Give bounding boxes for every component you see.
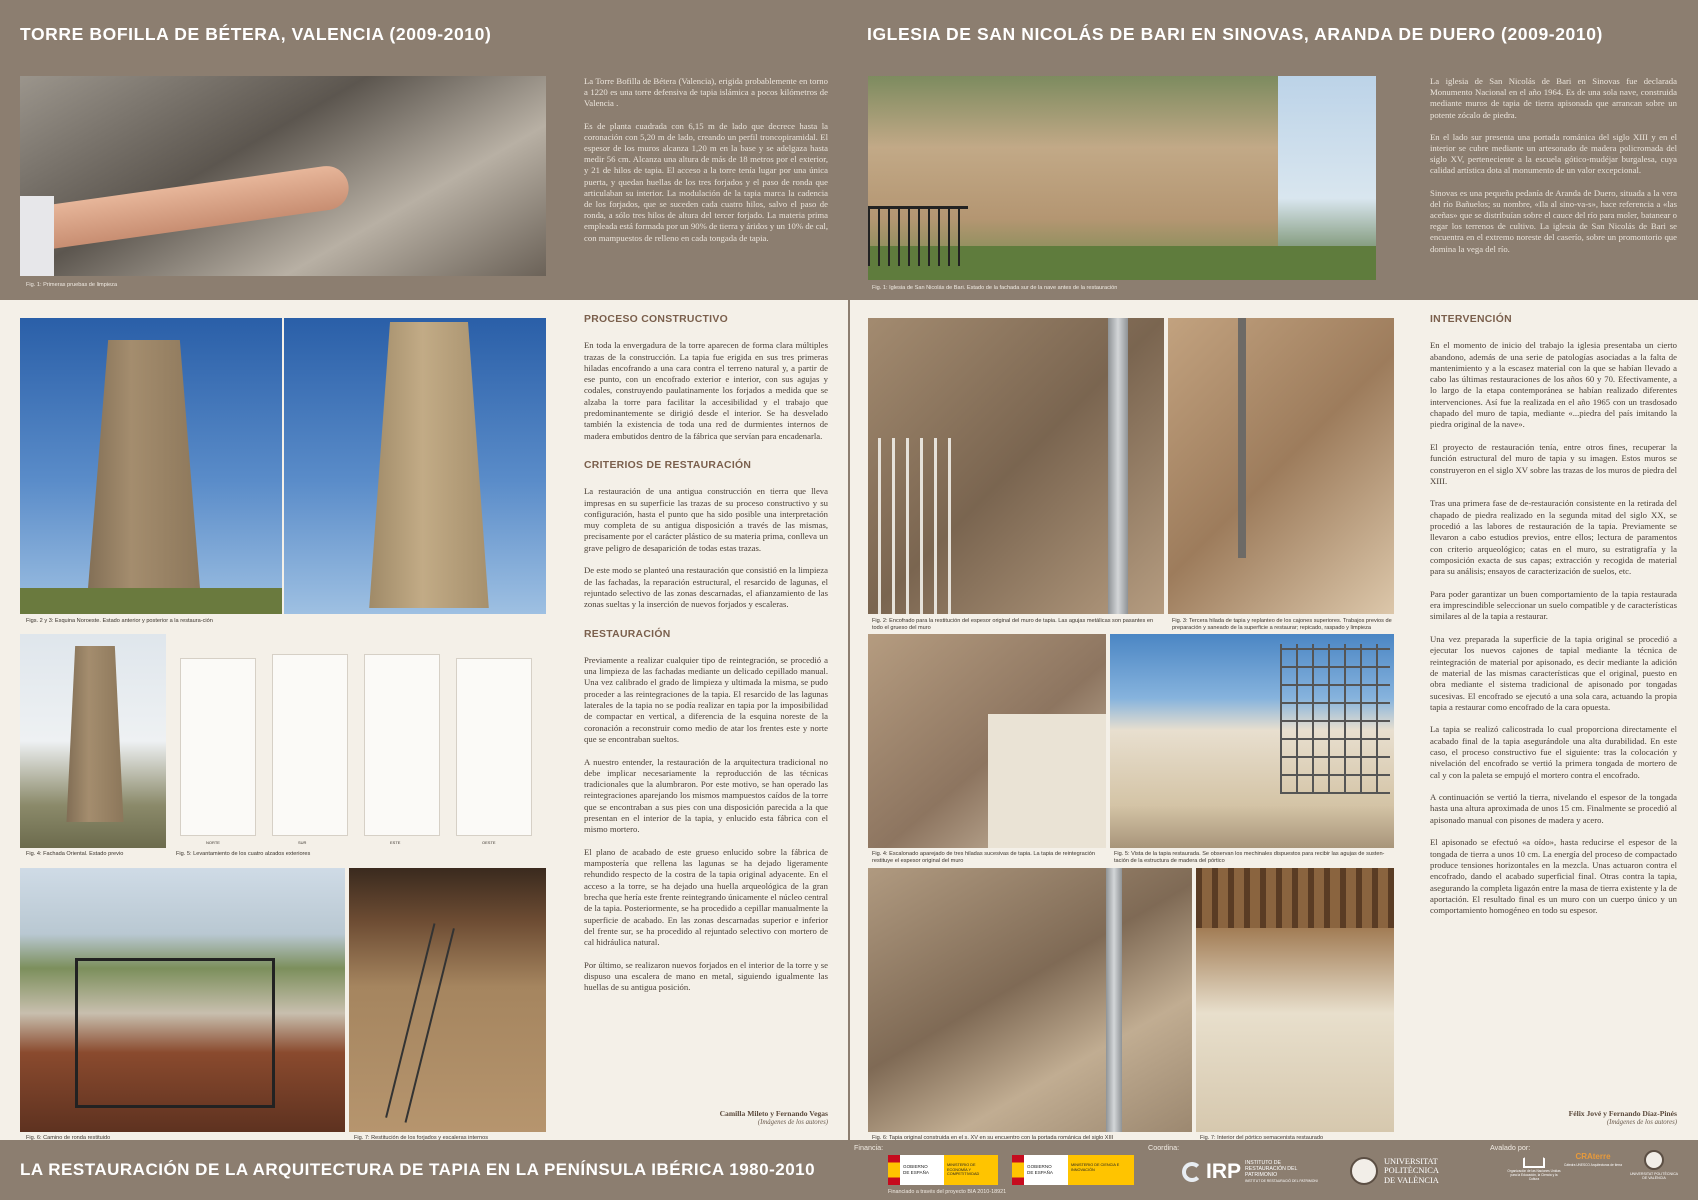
- gobierno-ciencia-logo: [1012, 1155, 1134, 1185]
- footer-title: LA RESTAURACIÓN DE LA ARQUITECTURA DE TAPIA EN LA PENÍNSULA IBÉRICA 1980-2010: [20, 1160, 816, 1179]
- irp-line1: INSTITUTO DE: [1245, 1160, 1281, 1166]
- left-signature-sub: (Imágenes de los autores): [757, 1119, 828, 1126]
- right-intro: [1430, 76, 1677, 266]
- hand-shape: [20, 163, 351, 252]
- spain-flag-icon: [1012, 1155, 1024, 1185]
- gobierno-economia-logo: [888, 1155, 998, 1185]
- right-signature-block: [1430, 1109, 1677, 1126]
- intervencion-para-4: Para poder garantizar un buen comportamiento de la tapia restaurada era imprescindible seleccionar un suelo compatible y de características similares al de la tapia a restaurar.: [1430, 588, 1677, 622]
- spain-flag-icon: [888, 1155, 900, 1185]
- left-intro-para-1: La Torre Bofilla de Bétera (Valencia), erigida probablemente en torno a 1220 es una torre defensiva de tapia islámica a pocos kilómetros de Valencia .: [584, 76, 828, 109]
- fig4-caption: Fig. 4: Fachada Oriental. Estado previo: [26, 851, 124, 857]
- elevation-north: [180, 658, 256, 836]
- wooden-ceiling: [1196, 868, 1394, 928]
- right-intro-para-2: En el lado sur presenta una portada románica del siglo XIII y en el interior se cubre mediante un artesonado de madera policromada del siglo XV, perteneciente a la escuela gótico-mudéjar burgalesa, cuya calidad artística dota al monumento de un valor excepcional.: [1430, 131, 1677, 176]
- irp-line3: PATRIMONIO: [1245, 1172, 1278, 1178]
- left-intro-para-2: Es de planta cuadrada con 6,15 m de lado que decrece hasta la coronación con 5,20 m de lado, creando un perfil troncopiramidal. El espesor de los muros alcanza 1,20 m en la base y se adelgaza hasta medir 56 cm. Alcanza una altura de más de 18 metros por el exterior, y 21 de hilos de tapia. El acceso a la torre tenía lugar por una única puerta, y quedan huellas de los tres forjados y el paso de ronda que articulaban su interior. La modulación de la tapia marca la cadencia de los forjados, que se suceden cada cuatro hilos, salvo el paso de ronda, a sólo tres hilos de altura del tercer forjado. La materia prima empleada está formada por un 90% de tierra y áridos y un 10% de cal, con mampuestos de relleno en cada tongada de tapia.: [584, 120, 828, 243]
- metal-pole: [1106, 868, 1122, 1132]
- proceso-para-1: En toda la envergadura de la torre aparecen de forma clara múltiples trazas de la construcción. La tapia fue erigida en sus tres primeras hiladas encofrando a una cara contra el terreno natural y, a partir de ese punto, con un encofrado exterior e interior, con sus agujas y codales, construyendo paulatinamente los forjados a medida que se alzaba la torre para facilitar la accesibilidad y el trabajo que predominantemente se dirigió desde el interior. Se ha desvelado también la existencia de toda una red de durmientes internos de madera embutidos dentro de la fábrica que servían para encadenarla.: [584, 340, 828, 441]
- left-body-text: [584, 314, 828, 1005]
- right-section-title: IGLESIA DE SAN NICOLÁS DE BARI EN SINOVAS, ARANDA DE DUERO (2009-2010): [867, 24, 1603, 44]
- upv-small-logo: [1628, 1150, 1680, 1194]
- elevation-drawings: [176, 640, 546, 845]
- fig2-right-caption: Fig. 2: Encofrado para la restitución del espesor original del muro de tapia. Las agujas metálicas son pasantes en todo el grueso del muro: [872, 618, 1154, 631]
- left-signature-block: [584, 1109, 828, 1126]
- photo-portico-interior: [1196, 868, 1394, 1132]
- tower-shape: [80, 340, 208, 608]
- photo-tower-before: [20, 318, 282, 614]
- upv-line2: POLITÈCNICA: [1384, 1166, 1439, 1176]
- scaffolding: [1280, 644, 1390, 794]
- fig7-right-caption: Fig. 7: Interior del pórtico semacenista restaurado: [1200, 1135, 1324, 1141]
- photo-restored-wall: [1110, 634, 1394, 848]
- irp-line2: RESTAURACIÓN DEL: [1245, 1166, 1298, 1172]
- irp-sub: INSTITUT DE RESTAURACIÓ DEL PATRIMONI: [1245, 1179, 1318, 1183]
- iron-fence: [868, 206, 968, 266]
- photo-church-south-facade: [868, 76, 1376, 280]
- craterre-logo: [1562, 1152, 1624, 1192]
- fig7-caption: Fig. 7: Restitución de los forjados y escaleras internos: [354, 1135, 489, 1141]
- elevation-west: [456, 658, 532, 836]
- gob2-line1: GOBIERNO: [1027, 1164, 1052, 1169]
- unesco-temple-icon: [1523, 1152, 1545, 1168]
- upv-small-text: UNIVERSITAT POLITÈCNICA DE VALÈNCIA: [1629, 1172, 1679, 1181]
- heading-proceso-constructivo: PROCESO CONSTRUCTIVO: [584, 314, 728, 325]
- photo-wall-walk: [20, 868, 345, 1132]
- photo-third-course: [1168, 318, 1394, 614]
- gob2-line2: DE ESPAÑA: [1027, 1169, 1053, 1175]
- restauracion-para-1: Previamente a realizar cualquier tipo de reintegración, se procedió a una limpieza de las fachadas mediante un delicado cepillado manual. Una vez calibrado el grado de limpieza y ultimada la misma, se pudo proceder a las reintegraciones de la tapia. El resarcido de las lagunas laterales de la tapia no se podía realizar en tapia por la imposibilidad de compactar en vertical, a diferencia de la esquina noreste de la coronación a reconstruir como medio de atar los frentes este y norte que se encontraban sueltos.: [584, 654, 828, 744]
- craterre-text: Cátedra UNESCO Arquitecturas de tierra: [1564, 1163, 1622, 1167]
- upv-line3: DE VALÈNCIA: [1384, 1175, 1439, 1185]
- fig1-left-caption: Fig. 1: Primeras pruebas de limpieza: [26, 282, 118, 288]
- right-signature-sub: (Imágenes de los autores): [1606, 1119, 1677, 1126]
- upv-small-seal-icon: [1644, 1150, 1664, 1170]
- elevation-label-north: NORTE: [206, 840, 220, 845]
- criterios-para-1: La restauración de una antigua construcción en tierra que lleva impresas en su superficie las trazas de su proceso constructivo y su configuración, hasta el punto que ha sido posible una interpretación muy completa de su antigua disposición a través de las mismas, precisamente por el carácter plástico de su materia prima, conlleva un grave peligro de desaparición de todas estas trazas.: [584, 486, 828, 553]
- photo-stepped-courses: [868, 634, 1106, 848]
- irp-swirl-icon: [1182, 1162, 1202, 1182]
- fig3-right-caption: Fig. 3: Tercera hilada de tapia y replanteo de los cajones superiores. Trabajos previos de preparación y saneado de la superficie a restaurar; repicado, raspado y limpieza: [1172, 618, 1392, 631]
- irp-logo: [1182, 1155, 1322, 1189]
- photo-tower-after: [284, 318, 546, 614]
- fig1-right-caption: Fig. 1: Iglesia de San Nicolás de Bari. Estado de la fachada sur de la nave antes de la restauración: [872, 285, 1118, 291]
- restauracion-para-3: El plano de acabado de este grueso enlucido sobre la fábrica de mampostería que rellena las lagunas se ha dejado ligeramente rehundido respecto de la costra de la tapia original adyacente. En el acceso a la torre, se ha dejado una huella arqueológica de la gran brecha que hería este frente reintegrando únicamente el núcleo central de la tapia. Posteriormente, se ha procedido a cepillar manualmente la superficie de acabado. En las zonas descarnadas superior e inferior del frente sur, se ha procedido al rejuntado selectivo con mortero de cal hidráulica natural.: [584, 846, 828, 948]
- right-intro-para-3: Sinovas es una pequeña pedanía de Aranda de Duero, situada a la vera del río Bañuelos; su nombre, «Ila al sino-va-s», hace referencia a «las aceñas» que se distribuían sobre el cauce del río para moler, batanear o regar los terrenos de cultivo. La iglesia de San Nicolás de Bari se encuentra en el extremo noreste del caserío, sobre un promontorio que domina la vega del río.: [1430, 187, 1677, 254]
- left-section-title: TORRE BOFILLA DE BÉTERA, VALENCIA (2009-2010): [20, 24, 492, 44]
- gob1-line2: DE ESPAÑA: [903, 1169, 929, 1175]
- unesco-text: Organización de las Naciones Unidas para la Educación, la Ciencia y la Cultura: [1507, 1169, 1561, 1181]
- left-intro: [584, 76, 828, 255]
- tower-shape: [64, 646, 126, 822]
- gob1-ministry: MINISTERIO DE ECONOMÍA Y COMPETITIVIDAD: [944, 1155, 998, 1185]
- unesco-logo: [1506, 1152, 1562, 1192]
- fig5-caption: Fig. 5: Levantamiento de los cuatro alzados exteriores: [176, 851, 311, 857]
- gob1-line1: GOBIERNO: [903, 1164, 928, 1169]
- left-signature: Camilla Mileto y Fernando Vegas: [719, 1109, 828, 1118]
- photo-formwork: [868, 318, 1164, 614]
- metal-railing: [75, 958, 275, 1108]
- fig5-right-caption: Fig. 5: Vista de la tapia restaurada. Se observan los mechinales dispuestos para recibir las agujas de susten-tación de la estructura de madera del pórtico: [1114, 851, 1385, 864]
- fig23-caption: Figs. 2 y 3: Esquina Noroeste. Estado anterior y posterior a la restaura-ción: [26, 618, 213, 624]
- right-signature: Félix Jové y Fernando Díaz-Pinés: [1568, 1109, 1677, 1118]
- new-tapia-block: [988, 714, 1106, 848]
- upv-line1: UNIVERSITAT: [1384, 1156, 1438, 1166]
- metal-pole: [1238, 318, 1246, 558]
- photo-interior-ladder: [349, 868, 546, 1132]
- elevation-east: [364, 654, 440, 836]
- intervencion-para-7: A continuación se vertió la tierra, nivelando el espesor de la tongada hasta una altura aproximada de unos 15 cm. Finalmente se procedió al apisonado manual con pisones de madera y acero.: [1430, 792, 1677, 825]
- heading-restauracion: RESTAURACIÓN: [584, 628, 671, 640]
- photo-east-facade: [20, 634, 166, 848]
- right-body-text: [1430, 314, 1677, 928]
- railing-shape: [878, 438, 958, 614]
- intervencion-para-2: El proyecto de restauración tenía, entre otros fines, recuperar la función estructural del muro de tapia y su imagen. Estos muros se construyeron en el siglo XV sobre las trazas de los muros de piedra del XIII.: [1430, 441, 1677, 486]
- craterre-mark: CRAterre: [1575, 1152, 1611, 1161]
- photo-original-tapia: [868, 868, 1192, 1132]
- elevation-label-south: SUR: [298, 840, 307, 845]
- sleeve-shape: [20, 196, 54, 276]
- heading-intervencion: INTERVENCIÓN: [1430, 314, 1512, 325]
- project-note: Financiado a través del proyecto BIA 2010-18921: [888, 1189, 1007, 1195]
- criterios-para-2: De este modo se planteó una restauración que consistió en la limpieza de las fachadas, la reparación estructural, el resarcido de lagunas, el rejuntado selectivo de las zonas descarnadas, el afianzamiento de las zonas sueltas y la inserción de nuevos forjados y escaleras.: [584, 565, 828, 610]
- heading-criterios: CRITERIOS DE RESTAURACIÓN: [584, 459, 752, 471]
- metal-pole: [1108, 318, 1128, 614]
- intervencion-para-8: El apisonado se efectuó «a oído», hasta reducirse el espesor de la tongada de tierra a unos 10 cm. La energía del proceso de compactado produce tensiones horizontales en la mezcla. Unas actuaron contra el encofrado, dando el acabado superficial final. Otras contra la tapia, asegurando la completa ligazón entre la masa de tierra existente y la de aportación. El resultado final es un muro con un cuerpo único y un comportamiento homogéneo en todo su espesor.: [1430, 837, 1677, 916]
- intervencion-para-1: En el momento de inicio del trabajo la iglesia presentaba un cierto abandono, además de una serie de patologías asociadas a la falta de mantenimiento y a la escasez material con la que se habían llevado a cabo las últimas restauraciones de los años 60 y 70. Efectivamente, a lo largo de la etapa contemporánea se habían realizado diferentes intervenciones. Así fue la realizada en el año 1965 con un trasdosado chapado del muro de tapia, mediante «...piedra del país imitando la piedra original de la nave».: [1430, 340, 1677, 430]
- avalado-label: Avalado por:: [1490, 1143, 1531, 1152]
- irp-mark: IRP: [1206, 1160, 1242, 1183]
- elevation-label-west: OESTE: [482, 840, 496, 845]
- restauracion-para-2: A nuestro entender, la restauración de la arquitectura tradicional no debe implicar necesariamente la reproducción de las técnicas tradicionales que la alumbraron. Por este motivo, se han operado las reintegraciones aparejando los mismos mampuestos caídos de la torre que se encontraban a sus pies con una disposición parecida a la que presentan en el interior de la tapia, y enlucido esta fábrica con el mismo mortero.: [584, 756, 828, 835]
- fig6-caption: Fig. 6: Camino de ronda restituido: [26, 1135, 111, 1141]
- elevation-label-east: ESTE: [390, 840, 401, 845]
- coordina-label: Coordina:: [1148, 1143, 1180, 1152]
- elevation-south: [272, 654, 348, 836]
- gob2-ministry: MINISTERIO DE CIENCIA E INNOVACIÓN: [1068, 1155, 1134, 1185]
- ground-area: [20, 588, 282, 614]
- intervencion-para-5: Una vez preparada la superficie de la tapia original se procedió a ejecutar los nuevos cajones de tapial mediante la técnica de reintegración de material por apisonado, es decir mediante la adición de material de las mismas características que el original, puesto en obra mediante el sistema tradicional de apisonado por tongadas sucesivas. El encofrado se ejecutó a una sola cara, actuando la propia tapia a restaurar como encofrado de la cara opuesta.: [1430, 634, 1677, 712]
- intervencion-para-6: La tapia se realizó calicostrada lo cual proporciona directamente el acabado final de la tapia asegurándole una alta durabilidad. En este caso, el proceso constructivo fue el siguiente: tras la colocación y nivelación del encofrado se vertió la primera tongada de mortero de cal y con la paleta se empujó el mortero contra el encofrado.: [1430, 724, 1677, 780]
- right-intro-para-1: La iglesia de San Nicolás de Bari en Sinovas fue declarada Monumento Nacional en el año 1964. Es de una sola nave, construida mediante muros de tapia de tierra apisonada que arrancan sobre un potente zócalo de piedra.: [1430, 76, 1677, 120]
- restauracion-para-4: Por último, se realizaron nuevos forjados en el interior de la torre y se dispuso una escalera de mano en metal, siguiendo igualmente las huellas de su antigua posición.: [584, 959, 828, 993]
- intervencion-para-3: Tras una primera fase de de-restauración consistente en la retirada del chapado de piedra realizado en la segunda mitad del siglo XX, se procedió a las labores de restauración de la tapia. Previamente se llevaron a cabo estudios previos, entre ellos; lectura de paramentos con criterio arqueológico; catas en el muro, su estratigrafía y la composición exacta de sus capas; extracción y recogida de material para su análisis; ensayos de caracterización de suelos, etc.: [1430, 498, 1677, 577]
- upv-seal-icon: [1350, 1157, 1378, 1185]
- upv-logo: [1350, 1152, 1472, 1190]
- tower-shape: [364, 322, 494, 608]
- metal-ladder: [385, 923, 455, 1122]
- photo-cleaning-test: [20, 76, 546, 276]
- fig6-right-caption: Fig. 6: Tapia original construida en el s. XV en su encuentro con la portada románica del siglo XIII: [872, 1135, 1114, 1141]
- financia-label: Financia:: [854, 1143, 884, 1152]
- fig4-right-caption: Fig. 4: Escalonado aparejado de tres hiladas sucesivas de tapia. La tapia de reintegración restituye el espesor original del muro: [872, 851, 1095, 864]
